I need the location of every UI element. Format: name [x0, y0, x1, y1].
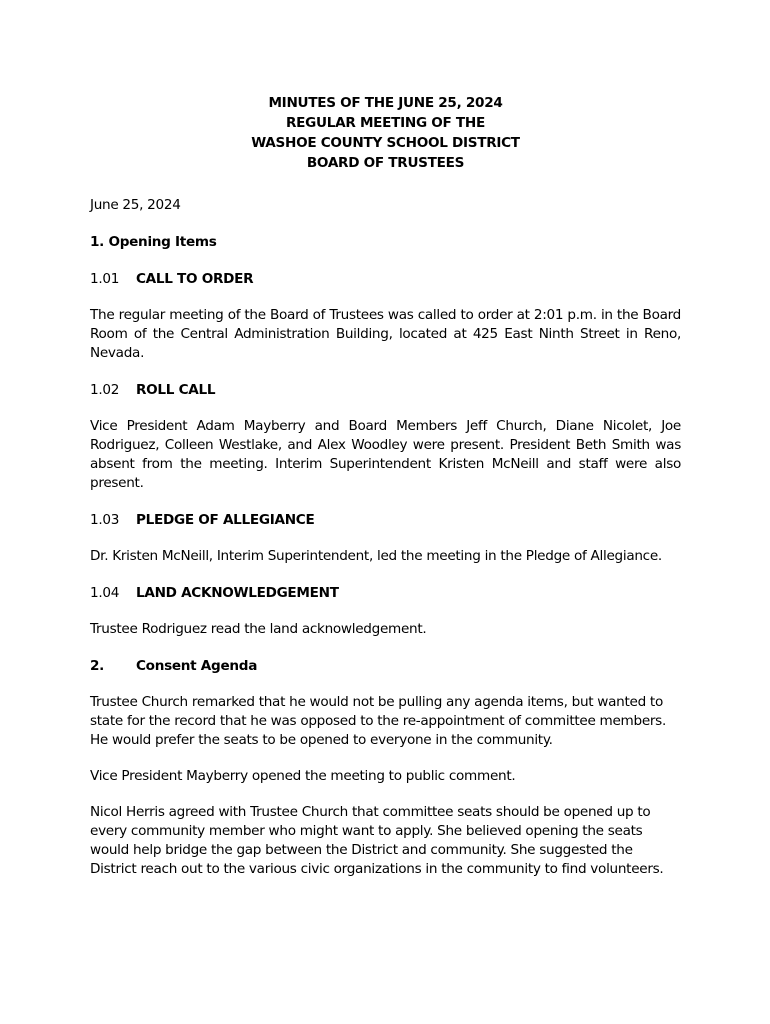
section-heading-opening-items: 1. Opening Items	[90, 234, 217, 250]
item-heading-call-to-order	[90, 269, 681, 289]
item-title: CALL TO ORDER	[136, 271, 254, 287]
item-title: ROLL CALL	[136, 382, 216, 398]
paragraph-consent-2: Vice President Mayberry opened the meeting to public comment.	[90, 768, 516, 784]
item-title: LAND ACKNOWLEDGEMENT	[136, 585, 339, 601]
item-number: 1.04	[90, 585, 120, 601]
section-number: 2.	[90, 658, 105, 674]
title-line-1: MINUTES OF THE JUNE 25, 2024	[268, 95, 503, 111]
title-line-4: BOARD OF TRUSTEES	[306, 155, 465, 171]
item-heading-roll-call	[90, 380, 681, 400]
item-heading-pledge	[90, 510, 681, 530]
item-title: PLEDGE OF ALLEGIANCE	[136, 512, 315, 528]
item-heading-land-acknowledgement	[90, 583, 681, 603]
item-number: 1.02	[90, 382, 120, 398]
paragraph-consent-1: Trustee Church remarked that he would not be pulling any agenda items, but wanted to state for the record that he was opposed to the re-appointment of committee members. He would prefer the seats to be opened to everyone in the community.	[90, 694, 666, 748]
title-line-3: WASHOE COUNTY SCHOOL DISTRICT	[251, 135, 520, 151]
meeting-date: June 25, 2024	[90, 197, 181, 213]
title-line-2: REGULAR MEETING OF THE	[286, 115, 485, 131]
paragraph-land-acknowledgement: Trustee Rodriguez read the land acknowledgement.	[90, 621, 427, 637]
item-number: 1.03	[90, 512, 120, 528]
minutes-document	[90, 93, 681, 879]
paragraph-roll-call: Vice President Adam Mayberry and Board Members Jeff Church, Diane Nicolet, Joe Rodriguez, Colleen Westlake, and Alex Woodley were present. President Beth Smith was absent from the meeting. Interim Superintendent Kristen McNeill and staff were also present.	[90, 418, 681, 491]
item-number: 1.01	[90, 271, 120, 287]
section-heading-consent-agenda	[90, 656, 681, 676]
paragraph-call-to-order: The regular meeting of the Board of Trustees was called to order at 2:01 p.m. in the Board Room of the Central Administration Building, located at 425 East Ninth Street in Reno, Nevada.	[90, 307, 681, 361]
section-title: Consent Agenda	[136, 658, 258, 674]
document-title	[90, 93, 681, 173]
paragraph-pledge: Dr. Kristen McNeill, Interim Superintendent, led the meeting in the Pledge of Allegiance.	[90, 548, 662, 564]
paragraph-consent-3: Nicol Herris agreed with Trustee Church that committee seats should be opened up to every community member who might want to apply. She believed opening the seats would help bridge the gap between the District and community. She suggested the District reach out to the various civic organizations in the community to find volunteers.	[90, 804, 664, 877]
